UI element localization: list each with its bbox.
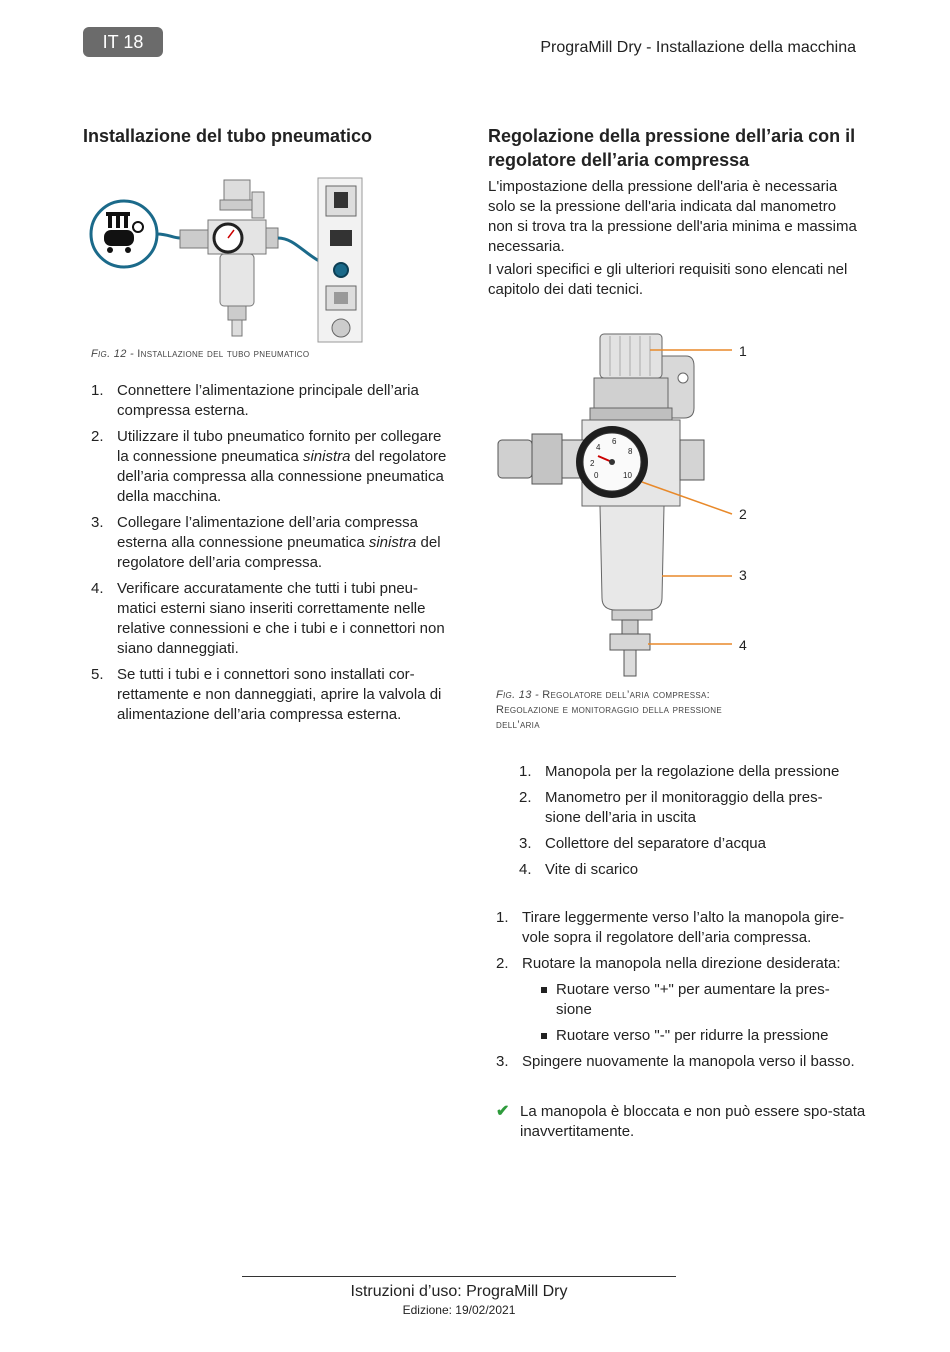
sub-item-text: Ruotare verso "-" per ridurre la pressione	[556, 1027, 829, 1044]
legend-number: 2.	[519, 789, 532, 806]
step-number: 2.	[496, 955, 509, 972]
step-text: del regolatore dell’aria compressa.	[117, 534, 441, 571]
bullet-square-icon	[541, 1033, 547, 1039]
list-item	[511, 788, 851, 828]
step-text: del regolatore dell’aria compressa alla connessione pneumatica della macchina.	[117, 448, 447, 505]
figure-12-pneumatic-installation	[88, 172, 368, 344]
list-item	[83, 579, 455, 659]
gauge-number: 0	[594, 471, 599, 480]
section-title-pneumatic-tube: Installazione del tubo pneumatico	[83, 126, 373, 146]
step-number: 4.	[91, 580, 104, 597]
list-item	[83, 665, 455, 725]
sub-list-item	[522, 1026, 860, 1046]
callout-3: 3	[739, 567, 747, 583]
figure-12-label: Fig. 12 -	[91, 348, 138, 360]
callout-4: 4	[739, 637, 747, 653]
figure-13-caption-text: Regolatore dell’aria compressa:	[542, 689, 711, 701]
result-text: La manopola è bloccata e non può essere spo-stata inavvertitamente.	[520, 1103, 866, 1140]
step-number: 1.	[91, 382, 104, 399]
page-number-badge: IT 18	[83, 27, 163, 57]
installation-steps-list	[83, 381, 455, 731]
gauge-number: 4	[596, 443, 601, 452]
compressor-icon	[91, 201, 157, 267]
figure-13-label: Fig. 13 -	[496, 689, 543, 701]
intro-paragraph-1: L'impostazione della pressione dell'aria è necessaria solo se la pressione dell'aria indicata dal manometro non si trova tra la pressione dell'aria minima e massima necessaria.	[488, 178, 857, 255]
legend-text: Vite di scarico	[545, 861, 639, 878]
step-emphasis: sinistra	[302, 448, 351, 465]
list-item	[511, 762, 851, 782]
figure-13-caption-line-1	[496, 688, 836, 703]
figure-13-legend-list	[511, 762, 851, 886]
list-item	[488, 908, 860, 948]
figure-13-caption-line-3: dell’aria	[496, 719, 540, 731]
list-item	[511, 834, 851, 854]
step-text: Collegare l’alimentazione dell’aria compressa esterna alla connessione pneumatica	[117, 514, 418, 551]
legend-text: Manometro per il monitoraggio della pres-sione dell’aria in uscita	[545, 789, 823, 826]
figure-12-caption-text: Installazione del tubo pneumatico	[137, 348, 310, 360]
gauge-number: 8	[628, 447, 633, 456]
footer-edition: Edizione: 19/02/2021	[402, 1303, 516, 1317]
step-text: Utilizzare il tubo pneumatico fornito per collegare la connessione pneumatica	[117, 428, 442, 465]
legend-text: Manopola per la regolazione della pressione	[545, 763, 840, 780]
figure-13-regulator	[496, 328, 776, 680]
step-number: 3.	[91, 514, 104, 531]
step-text: Verificare accuratamente che tutti i tubi pneu-matici esterni siano inseriti correttamente nelle relative connessioni e che i tubi e i connettori non siano danneggiati.	[117, 580, 445, 657]
step-number: 5.	[91, 666, 104, 683]
step-emphasis: sinistra	[368, 534, 417, 551]
regulation-steps-list	[488, 908, 860, 1078]
result-note	[496, 1102, 870, 1142]
section-title-pressure-regulation: Regolazione della pressione dell’aria con il regolatore dell’aria compressa	[488, 126, 856, 170]
footer-divider	[242, 1276, 676, 1277]
list-item	[83, 381, 455, 421]
gauge-number: 2	[590, 459, 595, 468]
step-text: Tirare leggermente verso l’alto la manopola gire-vole sopra il regolatore dell’aria compressa.	[522, 909, 845, 946]
legend-number: 3.	[519, 835, 532, 852]
legend-number: 1.	[519, 763, 532, 780]
figure-12-caption	[91, 347, 471, 362]
list-item	[488, 954, 860, 1046]
list-item	[83, 427, 455, 507]
step-text: Ruotare la manopola nella direzione desiderata:	[522, 955, 841, 972]
figure-13-caption-line-2: Regolazione e monitoraggio della pressione	[496, 704, 722, 716]
step-number: 3.	[496, 1053, 509, 1070]
footer-document-title: Istruzioni d’uso: PrograMill Dry	[350, 1283, 568, 1300]
bullet-square-icon	[541, 987, 547, 993]
gauge-number: 6	[612, 437, 617, 446]
check-icon: ✔	[496, 1103, 510, 1120]
legend-number: 4.	[519, 861, 532, 878]
intro-paragraph-2: I valori specifici e gli ulteriori requisiti sono elencati nel capitolo dei dati tecnici.	[488, 261, 848, 298]
sub-list-item	[522, 980, 860, 1020]
list-item	[511, 860, 851, 880]
step-text: Spingere nuovamente la manopola verso il basso.	[522, 1053, 855, 1070]
step-text: Connettere l’alimentazione principale dell’aria compressa esterna.	[117, 382, 419, 419]
regulator-illustration	[180, 180, 278, 336]
header-document-title: PrograMill Dry - Installazione della macchina	[540, 39, 856, 56]
legend-text: Collettore del separatore d’acqua	[545, 835, 766, 852]
figure-13-caption	[496, 688, 836, 733]
sub-item-text: Ruotare verso "+" per aumentare la pres-sione	[556, 981, 830, 1018]
step-text: Se tutti i tubi e i connettori sono installati cor-rettamente e non danneggiati, aprire la valvola di alimentazione dell’aria compressa esterna.	[117, 666, 442, 723]
step-number: 2.	[91, 428, 104, 445]
callout-2: 2	[739, 506, 747, 522]
list-item	[488, 1052, 860, 1072]
direction-sub-list	[522, 980, 860, 1046]
machine-connection-panel	[318, 178, 362, 342]
step-number: 1.	[496, 909, 509, 926]
callout-1: 1	[739, 343, 747, 359]
gauge-number: 10	[623, 471, 632, 480]
list-item	[83, 513, 455, 573]
